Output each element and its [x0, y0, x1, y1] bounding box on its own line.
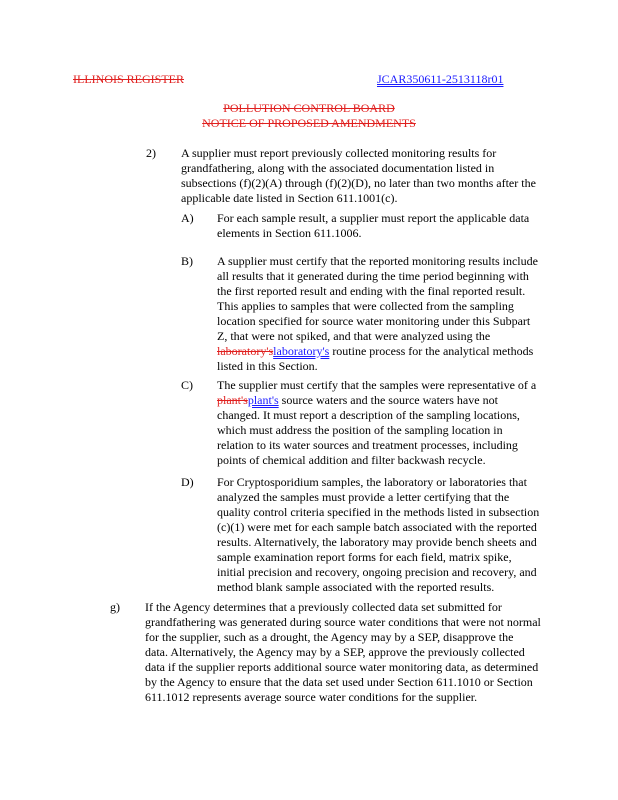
text-line: initial precision and recovery, ongoing precision and recovery, and [217, 565, 537, 579]
text-line: which must address the position of the sampling location in [217, 423, 503, 437]
text-line: analyzed the samples must provide a letter certifying that the [217, 490, 510, 504]
item-g-label: g) [110, 600, 120, 614]
text-line: changed. It must report a description of the sampling locations, [217, 408, 520, 422]
text-line [217, 393, 536, 408]
inserted-text: laboratory's [273, 344, 330, 358]
item-c-text [217, 378, 536, 468]
text-line: results. Alternatively, the laboratory may provide bench sheets and [217, 535, 537, 549]
text-line: A supplier must report previously collected monitoring results for [181, 146, 497, 160]
text-line: by the Agency to ensure that the data set used under Section 611.1010 or Section [145, 675, 533, 689]
text-line: A supplier must certify that the reported monitoring results include [217, 254, 538, 268]
text-line: elements in Section 611.1006. [217, 226, 362, 240]
item-2-label: 2) [146, 146, 156, 160]
text-line: For Cryptosporidium samples, the laboratory or laboratories that [217, 475, 527, 489]
text-line: applicable date listed in Section 611.1001(c). [181, 191, 398, 205]
text-line: This applies to samples that were collected from the sampling [217, 299, 514, 313]
text-line: subsections (f)(2)(A) through (f)(2)(D), no later than two months after the [181, 176, 536, 190]
text-line: relation to its water sources and treatment processes, including [217, 438, 518, 452]
text-line: (c)(1) were met for each sample batch associated with the reported [217, 520, 537, 534]
text-line: If the Agency determines that a previously collected data set submitted for [145, 600, 502, 614]
agency-title: POLLUTION CONTROL BOARD [223, 101, 395, 115]
text-line: location specified for source water monitoring under this Subpart [217, 314, 531, 328]
text-segment: routine process for the analytical methods [329, 344, 534, 358]
text-line: grandfathering, along with the associated documentation listed in [181, 161, 495, 175]
text-line: for the supplier, such as a drought, the Agency may by a SEP, disapprove the [145, 630, 514, 644]
text-line: The supplier must certify that the samples were representative of a [217, 378, 537, 392]
item-c-label: C) [181, 378, 193, 392]
text-line: grandfathering was generated during source water conditions that were not normal [145, 615, 541, 629]
text-line: data. Alternatively, the Agency may by a SEP, approve the previously collected [145, 645, 525, 659]
item-b-text [217, 254, 538, 374]
text-line: quality control criteria specified in the methods listed in subsection [217, 505, 540, 519]
item-b-label: B) [181, 254, 193, 268]
text-line: method blank sample associated with the reported results. [217, 580, 495, 594]
text-line: Z, that were not spiked, and that were analyzed using the [217, 329, 491, 343]
deleted-text: laboratory's [217, 344, 274, 358]
text-segment: source waters and the source waters have not [278, 393, 498, 407]
item-2-text [181, 146, 536, 206]
deleted-text: plant's [217, 393, 248, 407]
text-line: all results that it generated during the time period beginning with [217, 269, 529, 283]
text-line: listed in this Section. [217, 359, 318, 373]
register-title: ILLINOIS REGISTER [73, 72, 184, 86]
text-line [217, 344, 538, 359]
item-d-text [217, 475, 539, 595]
jcar-code: JCAR350611-2513118r01 [377, 72, 504, 86]
item-g-text [145, 600, 541, 705]
text-line: data if the supplier reports additional source water monitoring data, as determined [145, 660, 539, 674]
text-line: 611.1012 represents average source water conditions for the supplier. [145, 690, 478, 704]
text-line: the first reported result and ending with the final reported result. [217, 284, 526, 298]
item-d-label: D) [181, 475, 194, 489]
notice-title: NOTICE OF PROPOSED AMENDMENTS [202, 116, 416, 130]
text-line: For each sample result, a supplier must report the applicable data [217, 211, 530, 225]
item-a-label: A) [181, 211, 194, 225]
inserted-text: plant's [247, 393, 279, 407]
item-a-text [217, 211, 529, 241]
text-line: points of chemical addition and filter backwash recycle. [217, 453, 486, 467]
text-line: sample examination report forms for each field, matrix spike, [217, 550, 512, 564]
